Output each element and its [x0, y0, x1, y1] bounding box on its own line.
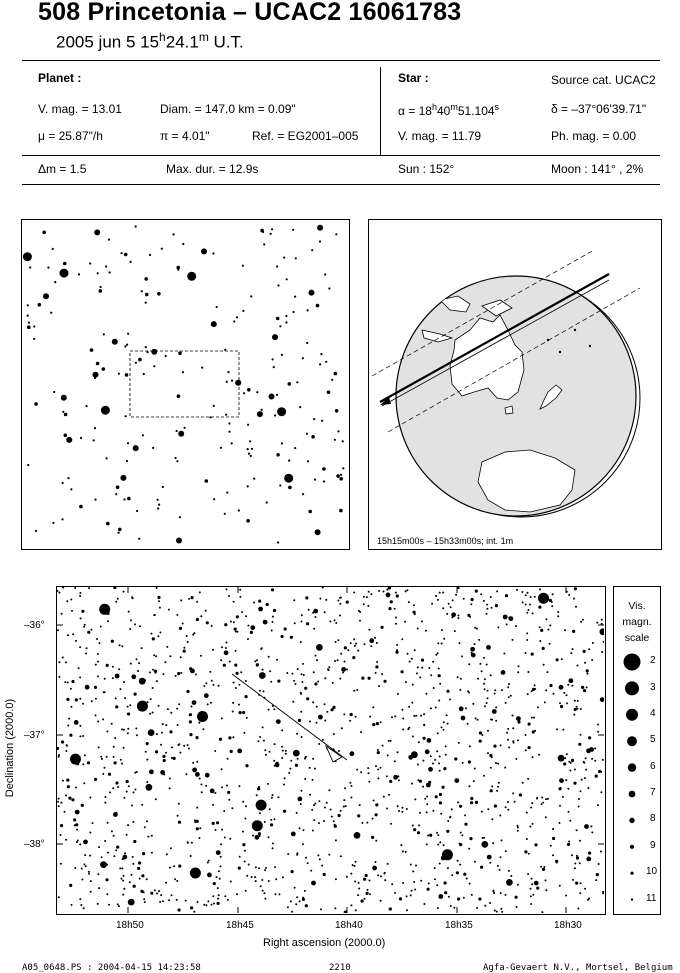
x-tick-label: 18h50	[116, 920, 144, 931]
planet-diameter: Diam. = 147.0 km = 0.09"	[160, 102, 296, 116]
max-duration: Max. dur. = 12.9s	[166, 162, 259, 176]
planet-motion: μ = 25.87"/h	[38, 129, 103, 143]
ra-h-sup: h	[431, 102, 437, 112]
mag-scale-dot	[631, 898, 633, 900]
hour-superscript: h	[159, 30, 166, 44]
mag-label: 9	[650, 840, 656, 851]
planet-parallax: π = 4.01"	[160, 129, 210, 143]
x-tick-label: 18h30	[554, 920, 582, 931]
mag-label: 10	[646, 866, 658, 877]
mag-scale-dot	[628, 763, 636, 771]
mag-label: 3	[650, 682, 656, 693]
mag-label: 7	[650, 787, 656, 798]
star-heading: Star :	[398, 71, 429, 85]
ra-seconds: 51.104	[457, 104, 495, 118]
y-tick-label: –37°	[24, 730, 45, 741]
minutes-value: 24.1	[165, 32, 199, 52]
mag-scale-dot	[630, 845, 634, 849]
mag-label: 6	[650, 761, 656, 772]
ra-minutes: 40	[436, 104, 451, 118]
planet-vmag: V. mag. = 13.01	[38, 102, 122, 116]
star-phmag: Ph. mag. = 0.00	[551, 129, 637, 143]
mag-label: 5	[650, 734, 656, 745]
mag-scale-title-line: magn.	[622, 616, 652, 628]
mag-label: 11	[646, 893, 657, 904]
y-tick-label: –36°	[24, 620, 45, 631]
x-tick-label: 18h45	[226, 920, 254, 931]
moon-info: Moon : 141° , 2%	[551, 162, 644, 176]
mag-scale-dot	[629, 818, 634, 823]
y-tick-label: –38°	[24, 839, 45, 850]
footer-file-info: A05_0648.PS : 2004-04-15 14:23:58	[22, 963, 201, 973]
star-declination: δ = –37°06'39.71"	[551, 102, 647, 116]
footer-credit: Agfa-Gevaert N.V., Mortsel, Belgium	[483, 963, 673, 973]
mag-scale-title-line: scale	[624, 632, 650, 644]
time-suffix: U.T.	[208, 32, 244, 52]
x-tick-label: 18h35	[445, 920, 473, 931]
magnitude-drop: Δm = 1.5	[38, 162, 87, 176]
date-text: 2005 jun 5 15	[56, 32, 160, 52]
mag-label: 2	[650, 655, 656, 666]
mag-scale-title-line: Vis.	[628, 600, 646, 612]
y-axis-label: Declination (2000.0)	[4, 698, 16, 798]
mag-scale-dot	[625, 681, 639, 695]
planet-heading: Planet :	[38, 71, 82, 85]
mag-label: 4	[650, 708, 656, 719]
footer-number: 2210	[329, 963, 351, 973]
page-title: 508 Princetonia – UCAC2 16061783	[38, 0, 462, 26]
mag-scale-dots	[624, 654, 641, 901]
ra-m-sup: m	[450, 102, 458, 112]
mag-label: 8	[650, 813, 656, 824]
source-catalog: Source cat. UCAC2	[551, 73, 656, 87]
earth-map-caption: 15h15m00s – 15h33m00s; int. 1m	[377, 536, 514, 546]
x-tick-label: 18h40	[335, 920, 363, 931]
ra-s-sup: s	[494, 102, 500, 112]
x-axis-label: Right ascension (2000.0)	[263, 937, 386, 949]
planet-reference: Ref. = EG2001–005	[252, 129, 359, 143]
mag-scale-dot	[627, 736, 637, 746]
sun-elongation: Sun : 152°	[398, 162, 455, 176]
mag-scale-dot	[630, 872, 633, 875]
mag-scale-dot	[624, 654, 641, 671]
ra-hours: α = 18	[398, 104, 432, 118]
star-vmag: V. mag. = 11.79	[398, 129, 482, 143]
mag-scale-dot	[626, 709, 638, 721]
minute-superscript: m	[198, 30, 209, 44]
mag-scale-dot	[629, 791, 636, 798]
